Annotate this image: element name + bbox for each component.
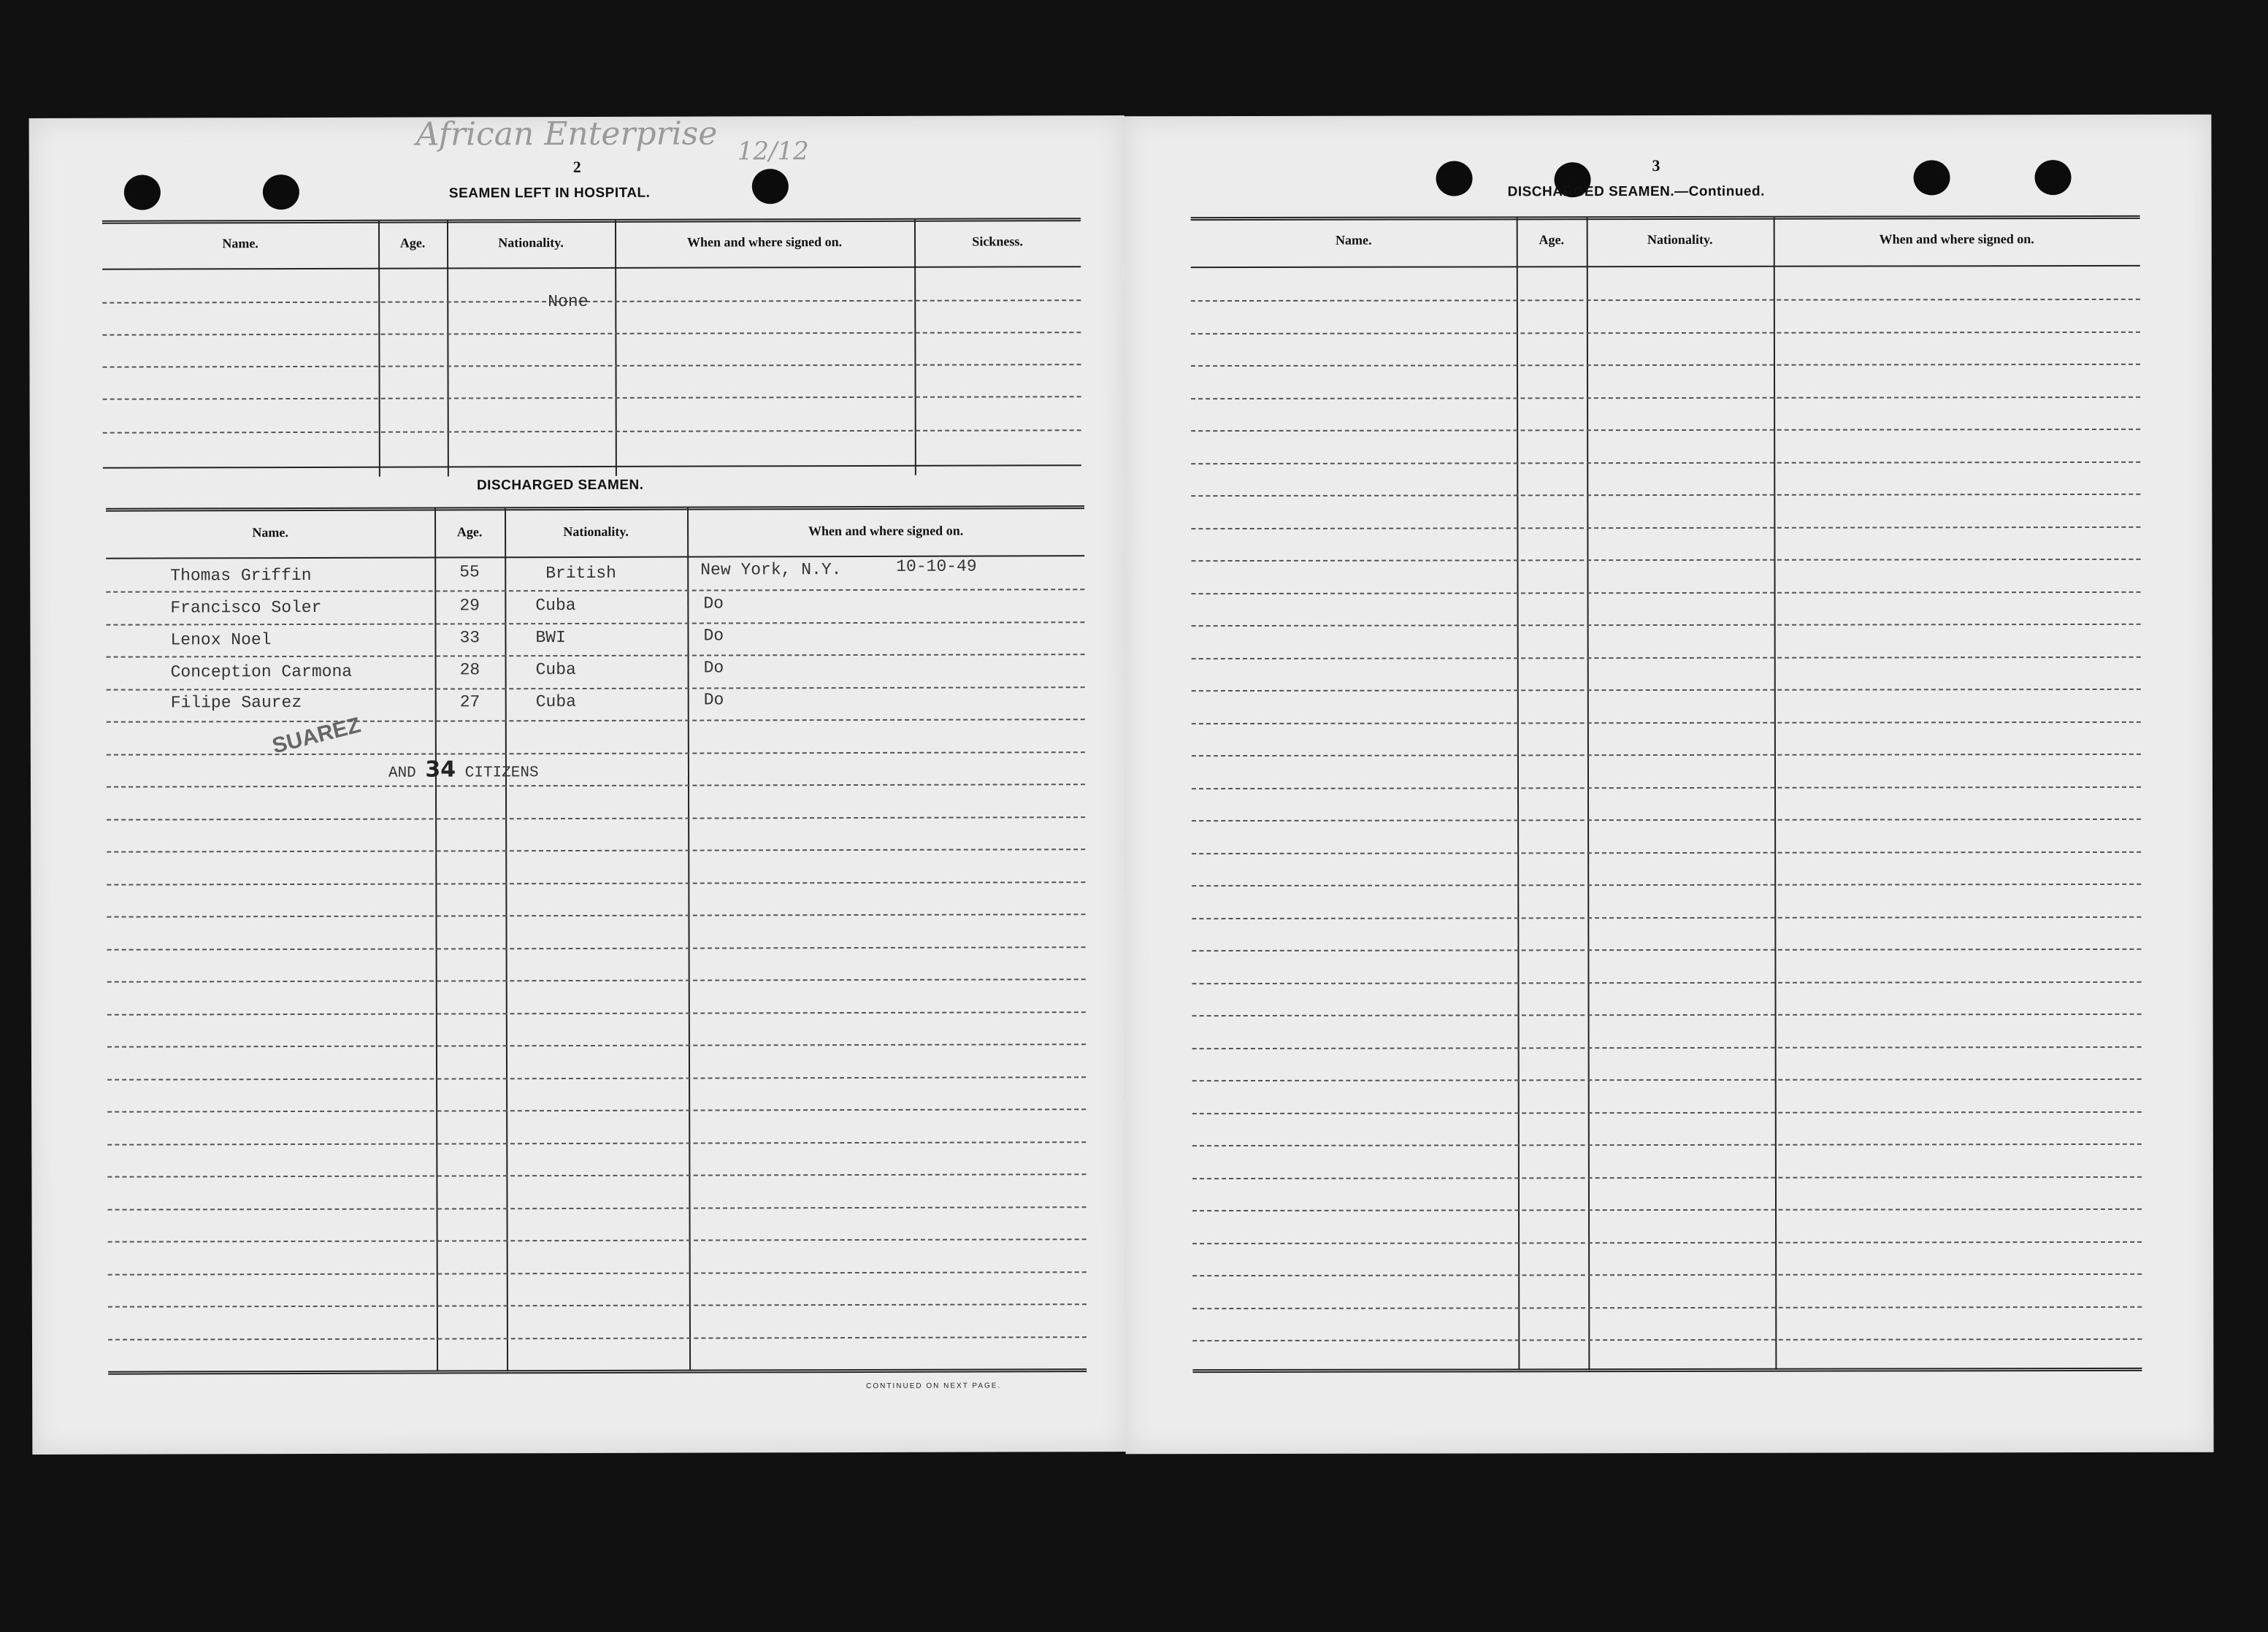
ruled-line (107, 686, 1085, 691)
handwritten-ship-name: African Enterprise (415, 115, 718, 153)
column-header-nationality: Nationality. (1647, 231, 1713, 248)
punch-hole (263, 175, 299, 210)
page-number: 3 (1652, 156, 1660, 175)
punch-hole (2035, 160, 2072, 195)
ruled-line (1192, 884, 2141, 886)
seaman-age: 27 (459, 692, 480, 712)
ruled-line (1192, 1046, 2142, 1049)
hospital-section-title: SEAMEN LEFT IN HOSPITAL. (448, 185, 651, 202)
ruled-line (1191, 494, 2140, 497)
seaman-signed-on: Do (703, 690, 724, 710)
column-header-signed-on: When and where signed on. (1879, 231, 2034, 247)
ruled-line (107, 881, 1085, 886)
ruled-line (108, 1206, 1087, 1211)
ruled-line (1192, 721, 2141, 724)
column-header-sickness: Sickness. (972, 234, 1023, 249)
seaman-signed-on: New York, N.Y. (700, 560, 842, 580)
column-header-age: Age. (399, 235, 426, 250)
table-bottom-rule (1192, 1368, 2142, 1373)
ruled-line (1192, 1338, 2142, 1341)
ruled-line (107, 913, 1085, 918)
ruled-line (1192, 689, 2141, 692)
ruled-line (1192, 754, 2141, 756)
ruled-line (107, 1108, 1086, 1113)
ruled-line (1191, 299, 2140, 302)
table-top-rule (1191, 215, 2140, 221)
column-divider (1517, 218, 1520, 1370)
column-header-signed-on: When and where signed on. (808, 523, 964, 539)
column-header-name: Name. (222, 236, 258, 251)
ruled-line (1192, 1176, 2142, 1179)
citizens-note-suffix: CITIZENS (464, 765, 539, 782)
seaman-nationality: British (545, 563, 616, 583)
column-header-name: Name. (252, 525, 288, 540)
citizens-note-prefix: AND (388, 765, 416, 782)
ruled-line (1191, 461, 2140, 464)
column-header-age: Age. (456, 524, 483, 540)
right-page (1123, 115, 2213, 1455)
ruled-line (1192, 851, 2141, 854)
ruled-line (102, 364, 1081, 368)
ruled-line (108, 1336, 1087, 1341)
seaman-age: 28 (459, 660, 480, 680)
continued-note: CONTINUED ON NEXT PAGE. (866, 1382, 1002, 1390)
column-header-name: Name. (1335, 232, 1372, 248)
name-correction-stamp: SUAREZ (269, 713, 364, 759)
ruled-line (1192, 656, 2141, 659)
ruled-line (107, 816, 1085, 821)
punch-hole (1914, 160, 1950, 195)
citizens-count: 34 (425, 756, 456, 783)
ruled-line (107, 978, 1086, 983)
ruled-line (108, 1238, 1087, 1243)
ruled-line (107, 784, 1085, 788)
seaman-name: Lenox Noel (170, 630, 272, 650)
ruled-line (107, 1076, 1086, 1081)
header-rule (1191, 265, 2140, 268)
seaman-signed-on: Do (703, 594, 724, 613)
ruled-line (1192, 591, 2141, 594)
ruled-line (1191, 396, 2140, 399)
table-top-rule (102, 218, 1081, 224)
ruled-line (1192, 1208, 2142, 1211)
ruled-line (107, 1011, 1086, 1016)
ruled-lines (1123, 115, 2211, 117)
ruled-line (1192, 1111, 2142, 1114)
ruled-line (107, 848, 1085, 853)
seaman-age: 33 (459, 628, 480, 648)
ruled-line (1192, 981, 2141, 984)
seaman-nationality: Cuba (535, 692, 576, 712)
ruled-line (107, 1141, 1086, 1146)
ruled-line (1192, 916, 2141, 919)
ruled-line (1191, 364, 2140, 367)
column-header-signed-on: When and where signed on. (686, 234, 843, 250)
hospital-section-bottom-rule (103, 464, 1081, 469)
ruled-line (107, 946, 1086, 951)
ruled-line (1192, 1273, 2142, 1276)
column-divider (505, 508, 508, 1371)
ruled-line (1192, 819, 2141, 821)
column-header-nationality: Nationality. (498, 235, 564, 250)
punch-hole (124, 175, 161, 210)
seaman-name: Conception Carmona (170, 662, 353, 682)
ruled-line (1192, 1143, 2142, 1146)
ruled-line (1192, 1241, 2142, 1244)
ruled-line (107, 751, 1085, 756)
ruled-line (106, 621, 1084, 626)
column-divider (687, 508, 691, 1371)
ruled-line (107, 654, 1085, 658)
seaman-signed-on: Do (703, 626, 724, 645)
ruled-line (103, 396, 1081, 400)
seaman-age: 55 (459, 562, 480, 582)
ruled-line (107, 1173, 1086, 1178)
ruled-line (107, 719, 1085, 723)
punch-hole (752, 169, 789, 204)
citizens-note (388, 756, 539, 783)
header-rule (102, 266, 1081, 270)
ruled-line (1192, 624, 2141, 627)
ruled-line (1192, 949, 2141, 951)
column-divider (1587, 218, 1590, 1370)
column-divider (615, 221, 617, 476)
ruled-line (1191, 429, 2140, 432)
discharged-section-title: DISCHARGED SEAMEN. (476, 477, 644, 494)
ruled-line (108, 1303, 1087, 1308)
column-divider (434, 509, 438, 1372)
ruled-line (1191, 559, 2140, 562)
ruled-line (1192, 1014, 2142, 1016)
seaman-name: Thomas Griffin (170, 565, 312, 586)
ruled-line (1191, 331, 2140, 334)
ruled-line (102, 332, 1081, 336)
hospital-entry-none: None (548, 291, 589, 312)
column-header-nationality: Nationality. (563, 524, 629, 540)
table-bottom-rule (108, 1368, 1087, 1375)
ruled-line (1192, 786, 2141, 789)
ruled-line (1192, 1306, 2142, 1309)
ruled-line (1191, 526, 2140, 529)
column-divider (1774, 218, 1777, 1370)
left-page (29, 115, 1128, 1455)
seaman-nationality: Cuba (535, 596, 576, 616)
column-divider (378, 221, 380, 477)
seaman-name: Francisco Soler (170, 597, 322, 618)
seaman-name: Filipe Saurez (170, 692, 302, 713)
handwritten-date: 12/12 (737, 137, 809, 166)
ruled-line (102, 299, 1081, 304)
seaman-nationality: BWI (535, 628, 566, 648)
ruled-line (103, 429, 1081, 434)
page-number: 2 (572, 157, 581, 177)
table-top-rule (106, 505, 1084, 512)
column-header-age: Age. (1539, 232, 1564, 248)
seaman-nationality: Cuba (535, 660, 576, 680)
seaman-signed-on: Do (703, 658, 724, 678)
ruled-line (108, 1271, 1087, 1276)
seaman-signed-date: 10-10-49 (896, 556, 977, 576)
ruled-line (1192, 1079, 2142, 1081)
column-divider (914, 220, 916, 475)
ruled-line (107, 1043, 1086, 1048)
discharged-continued-title: DISCHARGED SEAMEN.—Continued. (1507, 183, 1765, 200)
ruled-line (106, 589, 1084, 593)
column-divider (447, 221, 449, 476)
seaman-age: 29 (459, 596, 480, 616)
punch-hole (1436, 161, 1473, 196)
